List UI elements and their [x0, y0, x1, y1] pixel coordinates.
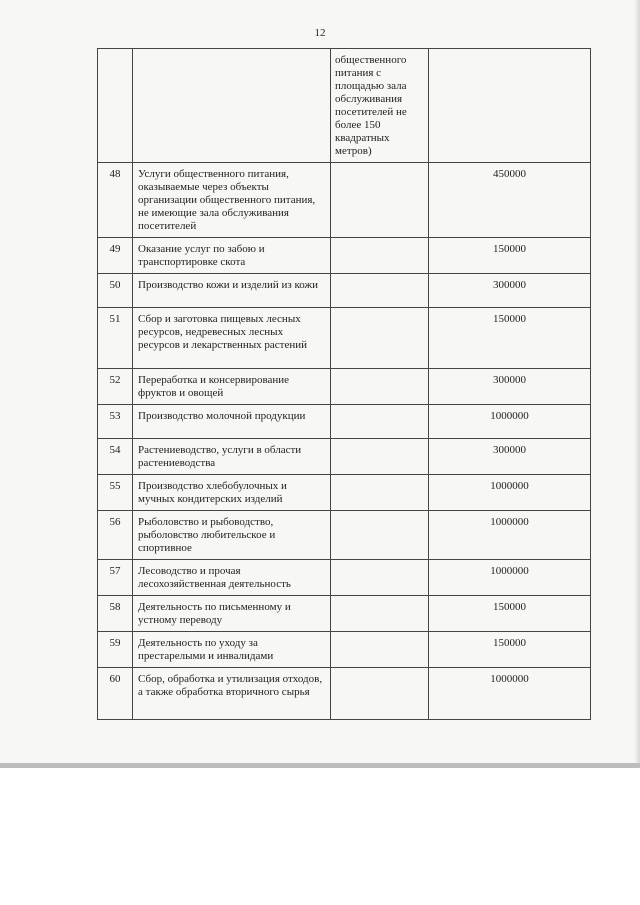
- activity-condition: [331, 596, 429, 632]
- row-number: 52: [98, 369, 133, 405]
- activity-name: Деятельность по письменному и устному переводу: [133, 596, 331, 632]
- table-row-continuation: [98, 49, 591, 163]
- table-row: [98, 439, 591, 475]
- activity-amount: [429, 49, 591, 163]
- activity-condition: [331, 274, 429, 308]
- row-number: 53: [98, 405, 133, 439]
- activity-name: Производство кожи и изделий из кожи: [133, 274, 331, 308]
- activity-name: Сбор и заготовка пищевых лесных ресурсов, недревесных лесных ресурсов и лекарственных растений: [133, 308, 331, 369]
- row-number: 54: [98, 439, 133, 475]
- row-number: 59: [98, 632, 133, 668]
- row-number: 50: [98, 274, 133, 308]
- activity-amount: 150000: [429, 632, 591, 668]
- activity-amount: 300000: [429, 369, 591, 405]
- table-row: [98, 511, 591, 560]
- table-row: [98, 163, 591, 238]
- activity-condition: [331, 163, 429, 238]
- table-row: [98, 475, 591, 511]
- activity-amount: 300000: [429, 439, 591, 475]
- row-number: 55: [98, 475, 133, 511]
- activity-name: Лесоводство и прочая лесохозяйственная деятельность: [133, 560, 331, 596]
- table-row: [98, 405, 591, 439]
- activity-amount: 1000000: [429, 511, 591, 560]
- table-row: [98, 560, 591, 596]
- row-number: 49: [98, 238, 133, 274]
- table-body: [98, 49, 591, 720]
- table-row: [98, 668, 591, 720]
- row-number: 58: [98, 596, 133, 632]
- activity-amount: 450000: [429, 163, 591, 238]
- page-edge-shadow: [634, 0, 640, 763]
- activity-name: Производство молочной продукции: [133, 405, 331, 439]
- activity-amount: 1000000: [429, 560, 591, 596]
- activity-name: Услуги общественного питания, оказываемые через объекты организации общественного питания, не имеющие зала обслуживания посетителей: [133, 163, 331, 238]
- activity-name: Оказание услуг по забою и транспортировке скота: [133, 238, 331, 274]
- activity-amount: 150000: [429, 596, 591, 632]
- row-number: 48: [98, 163, 133, 238]
- table-row: [98, 632, 591, 668]
- activity-condition: [331, 511, 429, 560]
- activity-condition: [331, 668, 429, 720]
- page-number: 12: [314, 27, 326, 39]
- activity-condition: [331, 475, 429, 511]
- activity-name: Сбор, обработка и утилизация отходов, а также обработка вторичного сырья: [133, 668, 331, 720]
- row-number: 57: [98, 560, 133, 596]
- table-row: [98, 596, 591, 632]
- activity-condition: [331, 238, 429, 274]
- activity-condition: общественного питания с площадью зала обслуживания посетителей не более 150 квадратных метров): [331, 49, 429, 163]
- activity-amount: 1000000: [429, 668, 591, 720]
- activity-condition: [331, 369, 429, 405]
- activity-name: Производство хлебобулочных и мучных кондитерских изделий: [133, 475, 331, 511]
- activity-condition: [331, 632, 429, 668]
- activity-name: Растениеводство, услуги в области растениеводства: [133, 439, 331, 475]
- page-background: [0, 768, 640, 905]
- table-row: [98, 308, 591, 369]
- activity-table: [97, 48, 591, 720]
- activity-amount: 150000: [429, 308, 591, 369]
- activity-amount: 150000: [429, 238, 591, 274]
- activity-name: [133, 49, 331, 163]
- activity-amount: 1000000: [429, 475, 591, 511]
- table-row: [98, 274, 591, 308]
- activity-condition: [331, 308, 429, 369]
- activity-name: Переработка и консервирование фруктов и овощей: [133, 369, 331, 405]
- table-row: [98, 369, 591, 405]
- activity-condition: [331, 405, 429, 439]
- activity-name: Деятельность по уходу за престарелыми и инвалидами: [133, 632, 331, 668]
- activity-condition: [331, 560, 429, 596]
- activity-amount: 1000000: [429, 405, 591, 439]
- activity-name: Рыболовство и рыбоводство, рыболовство любительское и спортивное: [133, 511, 331, 560]
- table-row: [98, 238, 591, 274]
- activity-condition: [331, 439, 429, 475]
- row-number: [98, 49, 133, 163]
- activity-amount: 300000: [429, 274, 591, 308]
- row-number: 56: [98, 511, 133, 560]
- row-number: 51: [98, 308, 133, 369]
- row-number: 60: [98, 668, 133, 720]
